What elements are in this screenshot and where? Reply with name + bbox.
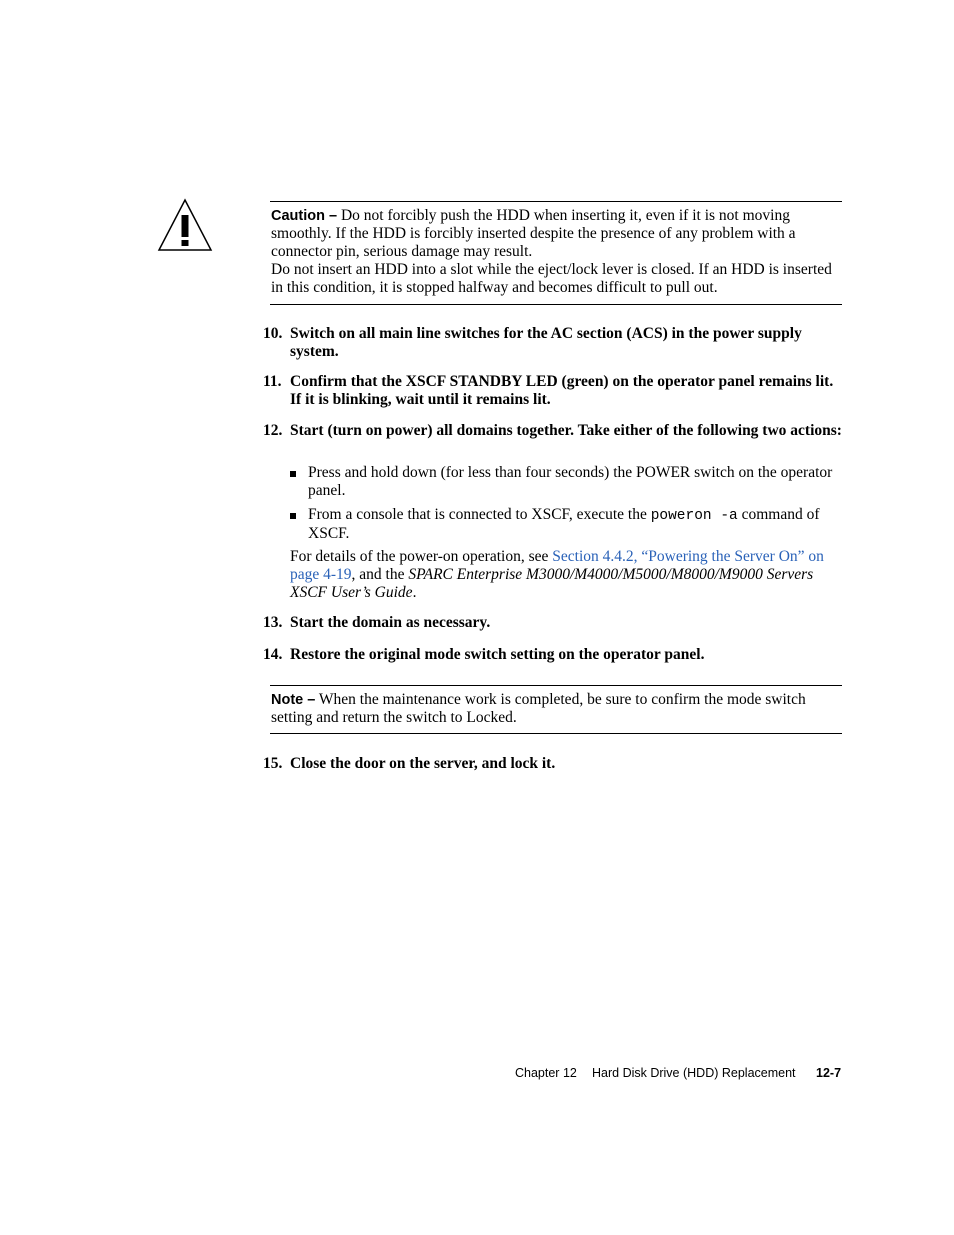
step-number: 10.	[263, 325, 283, 342]
note-body: When the maintenance work is completed, be sure to confirm the mode switch setting and return the switch to Locked.	[271, 691, 806, 726]
bullet-text-pre: From a console that is connected to XSCF, execute the	[308, 506, 651, 523]
guide-title: SPARC Enterprise M3000/M4000/M5000/M8000/M9000 Servers XSCF User’s Guide	[290, 566, 814, 601]
note-top-rule	[270, 685, 842, 686]
step-text: Start the domain as necessary.	[290, 614, 491, 631]
step-text: Switch on all main line switches for the AC section (ACS) in the power supply system.	[290, 325, 802, 360]
step-number: 15.	[263, 755, 283, 772]
step-number: 11.	[263, 373, 282, 390]
note-label: Note –	[271, 692, 316, 708]
caution-text-2: Do not insert an HDD into a slot while the eject/lock lever is closed. If an HDD is inserted in this condition, it is stopped halfway and becomes difficult to pull out.	[271, 261, 832, 296]
step-text: Confirm that the XSCF STANDBY LED (green) on the operator panel remains lit. If it is blinking, wait until it remains lit.	[290, 373, 834, 408]
step-text: Restore the original mode switch setting on the operator panel.	[290, 646, 705, 663]
footer-page-number: 12-7	[816, 1066, 842, 1080]
bullet-square-icon	[290, 513, 296, 519]
step-14	[263, 646, 843, 664]
section-link[interactable]: Section 4.4.2, “Powering the Server On” on page 4-19	[290, 548, 824, 583]
caution-top-rule	[270, 201, 842, 202]
step-11	[263, 373, 843, 409]
step-10	[263, 325, 843, 361]
command-code: poweron -a	[650, 508, 738, 524]
details-mid: , and the	[351, 566, 409, 583]
bullet-text: Press and hold down (for less than four seconds) the POWER switch on the operator panel.	[308, 464, 833, 499]
step-15	[263, 755, 843, 773]
step-number: 13.	[263, 614, 283, 631]
caution-bottom-rule	[270, 304, 842, 305]
step-12	[263, 422, 843, 440]
caution-text	[271, 207, 842, 297]
details-paragraph	[290, 548, 842, 602]
bullet-square-icon	[290, 471, 296, 477]
footer-chapter: Chapter 12	[515, 1066, 577, 1080]
details-end: .	[412, 584, 417, 601]
bullet-text-post: command of XSCF.	[308, 506, 820, 542]
bullet-item-power-switch	[290, 464, 842, 500]
step-number: 12.	[263, 422, 283, 439]
footer-chapter-title: Hard Disk Drive (HDD) Replacement	[592, 1066, 796, 1080]
note-text	[271, 691, 842, 727]
step-text: Start (turn on power) all domains together. Take either of the following two actions:	[290, 422, 842, 439]
warning-icon	[157, 198, 213, 252]
bullet-text	[308, 506, 842, 543]
details-pre: For details of the power-on operation, see	[290, 548, 553, 565]
bullet-item-poweron-command	[290, 506, 842, 543]
step-13	[263, 614, 843, 632]
step-text: Close the door on the server, and lock it.	[290, 755, 556, 772]
caution-label: Caution –	[271, 208, 338, 224]
note-bottom-rule	[270, 733, 842, 734]
caution-text-1: Do not forcibly push the HDD when inserting it, even if it is not moving smoothly. If the HDD is forcibly inserted despite the presence of any problem with a connector pin, serious damage may result.	[271, 207, 796, 260]
step-number: 14.	[263, 646, 283, 663]
